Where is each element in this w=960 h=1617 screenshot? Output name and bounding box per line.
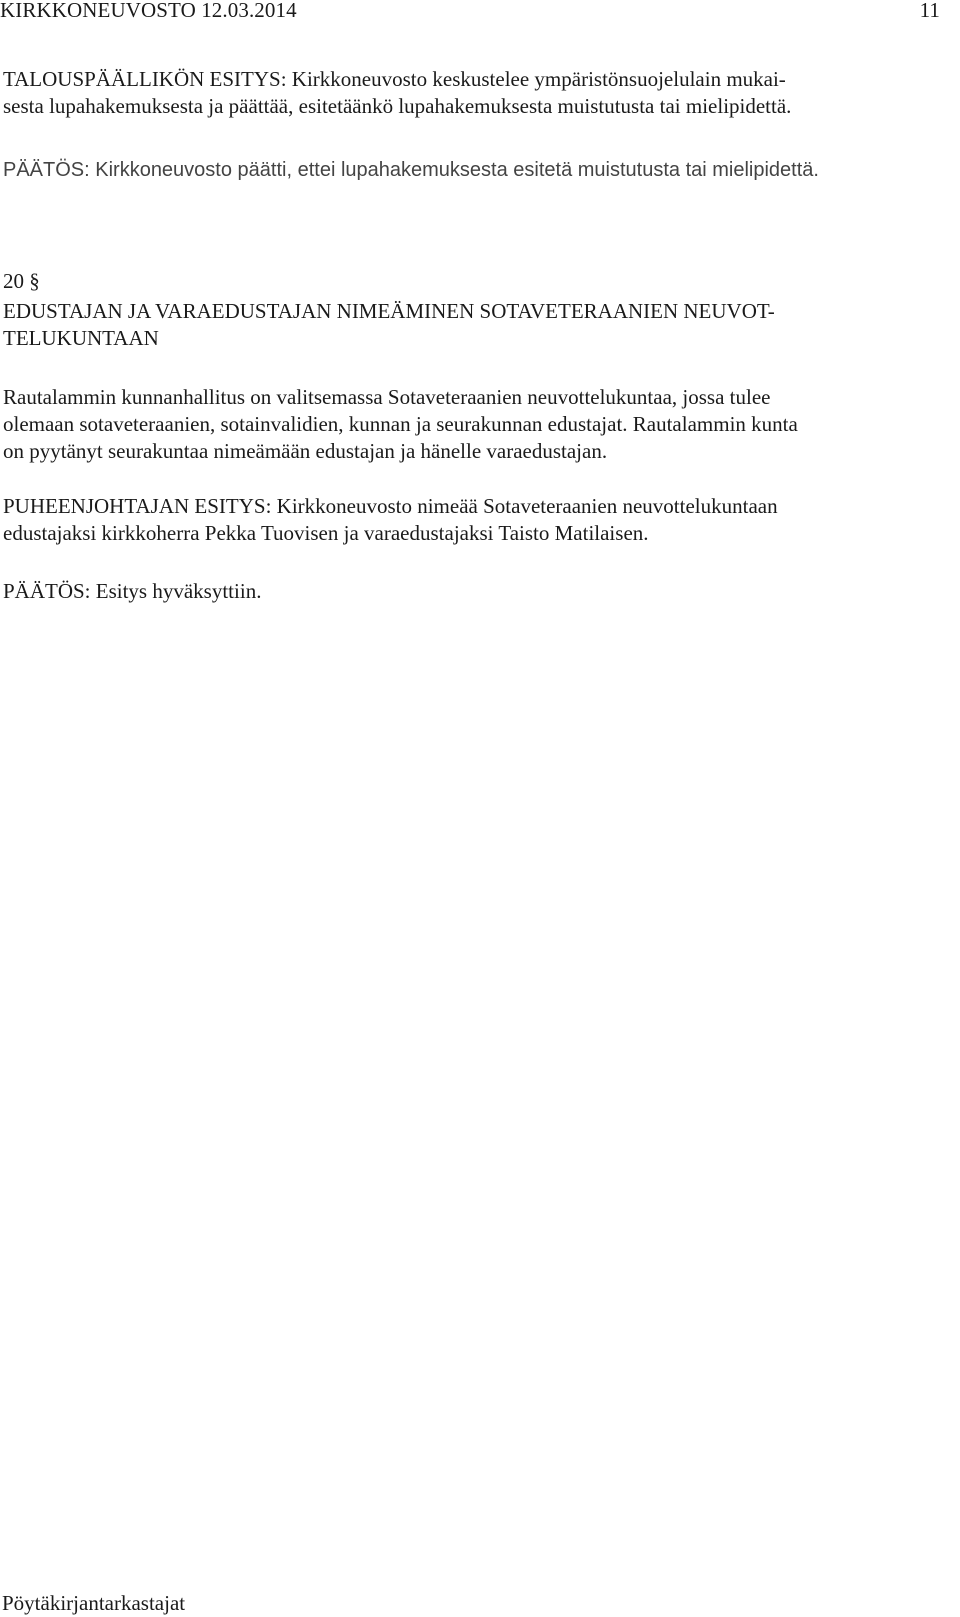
chair-proposal-line: edustajaksi kirkkoherra Pekka Tuovisen ja varaedustajaksi Taisto Matilaisen. — [3, 521, 649, 545]
chair-proposal-line: PUHEENJOHTAJAN ESITYS: Kirkkoneuvosto nimeää Sotaveteraanien neuvottelukuntaan — [3, 494, 778, 518]
treasurer-proposal-line: TALOUSPÄÄLLIKÖN ESITYS: Kirkkoneuvosto keskustelee ympäristönsuojelulain mukai- — [3, 67, 786, 91]
section-title-line: TELUKUNTAAN — [3, 326, 159, 350]
section-number: 20 § — [3, 269, 40, 293]
decision-2 — [3, 578, 938, 605]
background-paragraph — [3, 384, 938, 465]
header-title: KIRKKONEUVOSTO 12.03.2014 — [0, 0, 297, 22]
decision-1-text: PÄÄTÖS: Kirkkoneuvosto päätti, ettei lupahakemuksesta esitetä muistutusta tai mielipidettä. — [3, 159, 819, 181]
background-line: on pyytänyt seurakuntaa nimeämään edustajan ja hänelle varaedustajan. — [3, 439, 608, 463]
page-footer — [2, 1590, 185, 1616]
treasurer-proposal-line: sesta lupahakemuksesta ja päättää, esitetäänkö lupahakemuksesta muistutusta tai mielipidettä. — [3, 94, 792, 118]
background-line: olemaan sotaveteraanien, sotainvalidien, kunnan ja seurakunnan edustajat. Rautalammin kunta — [3, 412, 798, 436]
page-header — [0, 0, 940, 28]
page-number: 11 — [919, 0, 940, 22]
decision-2-text: PÄÄTÖS: Esitys hyväksyttiin. — [3, 579, 262, 603]
treasurer-proposal — [3, 66, 938, 120]
footer-label: Pöytäkirjantarkastajat — [2, 1591, 186, 1615]
background-line: Rautalammin kunnanhallitus on valitsemassa Sotaveteraanien neuvottelukuntaa, jossa tulee — [3, 385, 771, 409]
chair-proposal — [3, 493, 938, 547]
section-title-line: EDUSTAJAN JA VARAEDUSTAJAN NIMEÄMINEN SOTAVETERAANIEN NEUVOT- — [3, 299, 775, 323]
decision-1 — [3, 157, 938, 184]
section-heading — [3, 268, 938, 352]
